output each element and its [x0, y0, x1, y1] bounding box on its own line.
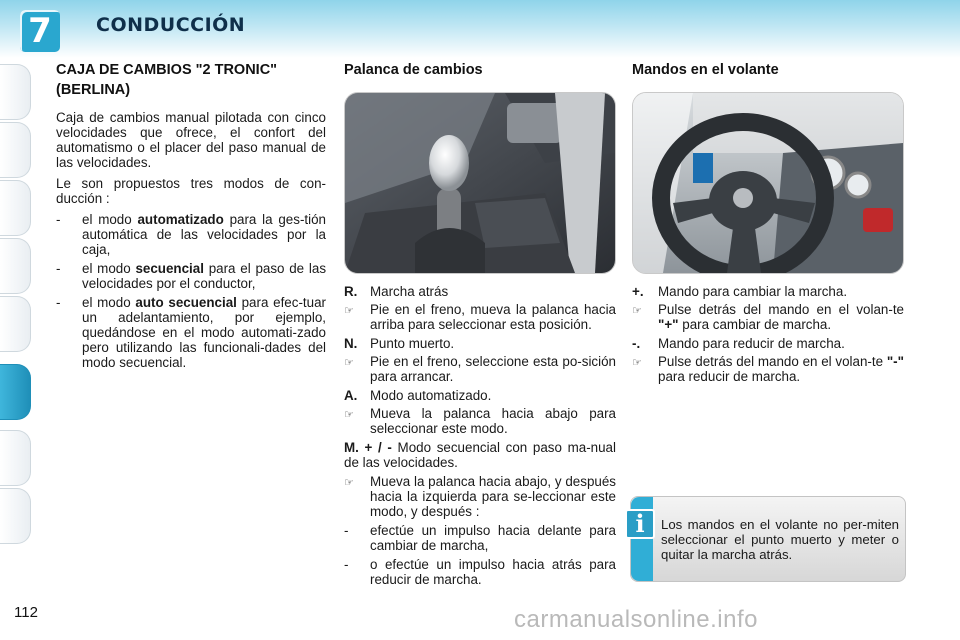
instruction-pre: Pulse detrás del mando en el volan-te [658, 354, 887, 369]
gear-lever-items [344, 284, 616, 590]
section-title-gearbox: CAJA DE CAMBIOS "2 TRONIC" (BERLINA) [56, 62, 278, 98]
control-item [344, 336, 616, 351]
gearbox-intro-column [56, 60, 326, 374]
instruction-text: efectúe un impulso hacia delante para cambiar de marcha, [370, 523, 616, 553]
section-title-steering-controls: Mandos en el volante [632, 62, 779, 78]
control-item [632, 284, 904, 299]
instruction-symbol: "+" [658, 317, 679, 332]
watermark: carmanualsonline.info [514, 606, 758, 633]
dash-mark: - [344, 557, 349, 572]
info-icon: i [625, 509, 655, 539]
pointing-hand-icon: ☞ [344, 476, 354, 489]
steering-wheel-photo [632, 92, 904, 274]
modes-lead: Le son propuestos tres modos de con-ducción : [56, 176, 326, 206]
pointing-hand-icon: ☞ [344, 408, 354, 421]
instruction-post: para reducir de marcha. [658, 369, 801, 384]
side-tab-9[interactable] [0, 488, 31, 544]
dash-mark: - [344, 523, 349, 538]
mode-item [56, 295, 326, 370]
position-key: N. [344, 336, 358, 351]
steering-controls-column [632, 60, 904, 80]
page-number: 112 [14, 604, 38, 621]
instruction-item [344, 302, 616, 332]
intro-paragraph: Caja de cambios manual pilotada con cinco velocidades que ofrece, el confort del automatismo o el placer del paso manual de las velocidades. [56, 110, 326, 170]
side-tab-2[interactable] [0, 122, 31, 178]
mode-item [56, 212, 326, 257]
mode-name: secuencial [135, 261, 204, 276]
dash-mark: - [56, 295, 61, 310]
pointing-hand-icon: ☞ [632, 304, 642, 317]
side-tab-4[interactable] [0, 238, 31, 294]
mode-desc: para el paso de las velocidades por el conductor, [82, 261, 327, 291]
dash-mark: - [56, 261, 61, 276]
control-key-plus: +. [632, 284, 644, 299]
chapter-number-badge: 7 [20, 10, 60, 52]
mode-desc: para efec-tuar un adelantamiento, por ejemplo, quedándose en el modo automati-zado pero utilizando las funcionali-dades del modo secuencial. [82, 295, 326, 370]
gear-lever-photo [344, 92, 616, 274]
instruction-pre: Pulse detrás del mando en el volan-te [658, 302, 904, 317]
instruction-text: Pie en el freno, seleccione esta po-sición para arrancar. [370, 354, 616, 384]
steering-controls-items [632, 284, 904, 387]
instruction-item [344, 474, 616, 519]
pointing-hand-icon: ☞ [344, 304, 354, 317]
side-tab-7-active[interactable] [0, 364, 31, 420]
modes-list [56, 212, 326, 370]
instruction-item [344, 406, 616, 436]
instruction-item [632, 302, 904, 332]
gear-lever-column [344, 60, 616, 80]
mode-name: auto secuencial [135, 295, 237, 310]
chapter-title: CONDUCCIÓN [96, 14, 246, 36]
control-text: Modo secuencial con paso ma-nual de las velocidades. [344, 440, 616, 470]
instruction-text: Mueva la palanca hacia abajo para seleccionar este modo. [370, 406, 616, 436]
control-key-minus: -. [632, 336, 641, 351]
control-text: Punto muerto. [370, 336, 455, 351]
position-key: R. [344, 284, 358, 299]
control-item [632, 336, 904, 351]
info-note-text: Los mandos en el volante no per-miten seleccionar el punto muerto y meter o quitar la marcha atrás. [661, 517, 899, 562]
mode-desc: para la ges-tión automática de las velocidades por la caja, [82, 212, 326, 257]
mode-item [56, 261, 326, 291]
dash-mark: - [56, 212, 61, 227]
instruction-subitem [344, 557, 616, 587]
side-tab-8[interactable] [0, 430, 31, 486]
instruction-text: o efectúe un impulso hacia atrás para reducir de marcha. [370, 557, 616, 587]
side-tab-1[interactable] [0, 64, 31, 120]
instruction-text [658, 302, 904, 332]
control-item [344, 440, 616, 470]
instruction-text: Pie en el freno, mueva la palanca hacia arriba para seleccionar esta posición. [370, 302, 616, 332]
control-text: Mando para reducir de marcha. [658, 336, 845, 351]
instruction-item [344, 354, 616, 384]
instruction-text [658, 354, 904, 384]
pointing-hand-icon: ☞ [344, 356, 354, 369]
mode-prefix: el modo [82, 295, 136, 310]
position-key: A. [344, 388, 358, 403]
control-text: Marcha atrás [370, 284, 449, 299]
side-tab-5[interactable] [0, 296, 31, 352]
control-item [344, 388, 616, 403]
mode-prefix: el modo [82, 212, 138, 227]
side-tab-3[interactable] [0, 180, 31, 236]
mode-name: automatizado [137, 212, 224, 227]
instruction-symbol: "-" [886, 354, 904, 369]
control-text: Modo automatizado. [370, 388, 492, 403]
section-title-gear-lever: Palanca de cambios [344, 62, 483, 78]
instruction-text: Mueva la palanca hacia abajo, y después hacia la izquierda para se-leccionar este modo, y después : [370, 474, 616, 519]
instruction-post: para cambiar de marcha. [678, 317, 832, 332]
control-item [344, 284, 616, 299]
instruction-item [632, 354, 904, 384]
pointing-hand-icon: ☞ [632, 356, 642, 369]
control-text: Mando para cambiar la marcha. [658, 284, 848, 299]
instruction-subitem [344, 523, 616, 553]
info-note-box [630, 496, 906, 582]
position-key: M. + / - [344, 440, 392, 455]
mode-prefix: el modo [82, 261, 136, 276]
